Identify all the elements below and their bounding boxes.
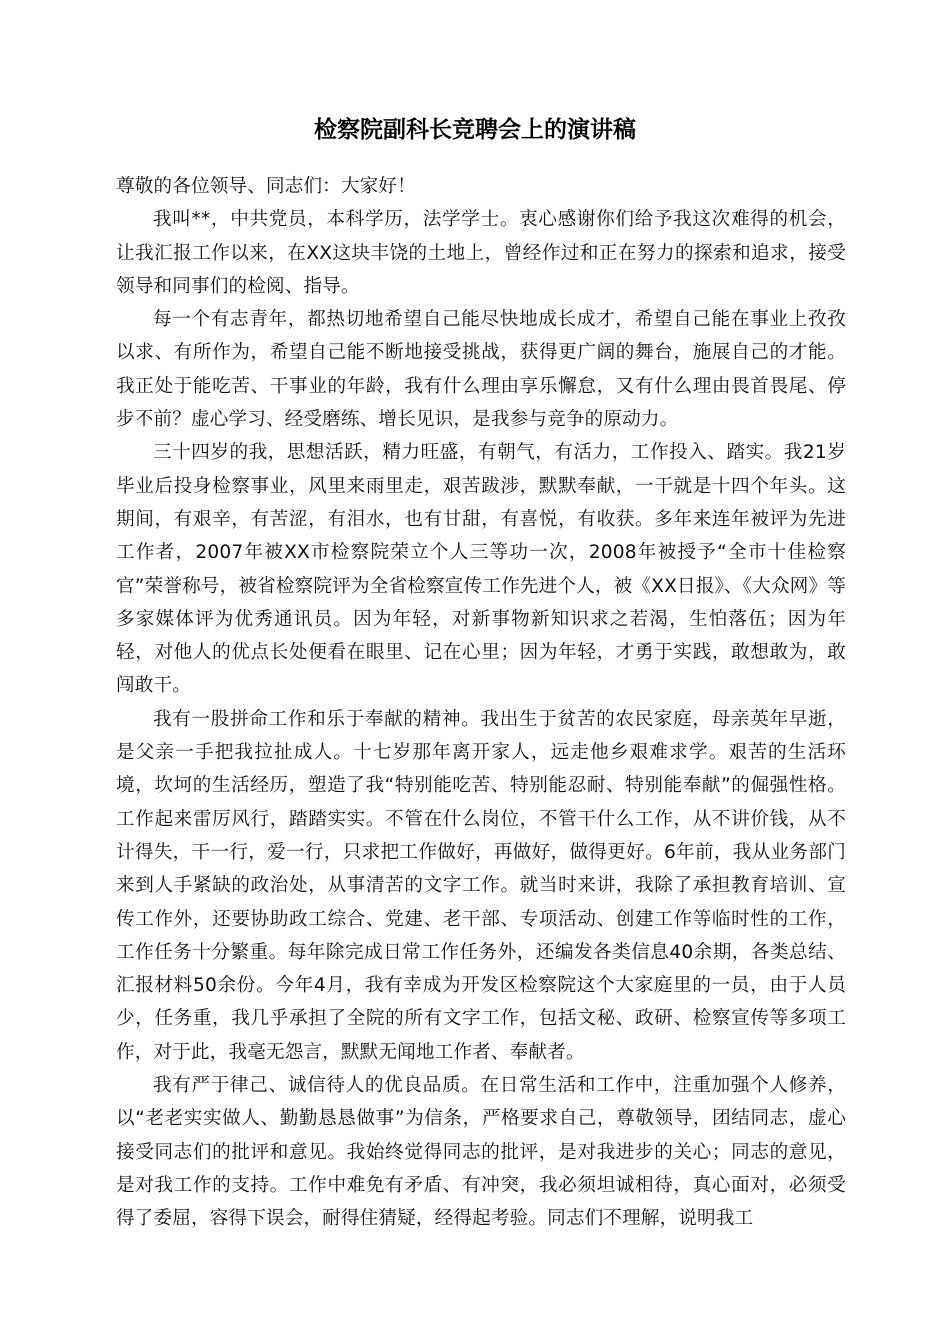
greeting-line: 尊敬的各位领导、同志们：大家好！ [116,176,416,197]
paragraph-character: 我有严于律己、诚信待人的优良品质。在日常生活和工作中，注重加强个人修养，以“老老实实做人、勤勤恳恳做事”为信条，严格要求自己，尊敬领导，团结同志，虚心接受同志们的批评和意见。我始终觉得同志的批评，是对我进步的关心；同志的意见，是对我工作的支持。工作中难免有矛盾、有冲突，我必须坦诚相待，真心面对，必须受得了委屈，容得下误会，耐得住猜疑，经得起考验。同志们不理解，说明我工 [116,1075,846,1230]
paragraph-dedication: 我有一股拼命工作和乐于奉献的精神。我出生于贫苦的农民家庭，母亲英年早逝，是父亲一手把我拉扯成人。十七岁那年离开家人，远走他乡艰难求学。艰苦的生活环境，坎坷的生活经历，塑造了我“特别能吃苦、特别能忍耐、特别能奉献”的倔强性格。工作起来雷厉风行，踏踏实实。不管在什么岗位，不管干什么工作，从不讲价钱，从不计得失，干一行，爱一行，只求把工作做好，再做好，做得更好。6年前，我从业务部门来到人手紧缺的政治处，从事清苦的文字工作。就当时来讲，我除了承担教育培训、宣传工作外，还要协助政工综合、党建、老干部、专项活动、创建工作等临时性的工作，工作任务十分繁重。每年除完成日常工作任务外，还编发各类信息40余期，各类总结、汇报材料50余份。今年4月，我有幸成为开发区检察院这个大家庭里的一员，由于人员少，任务重，我几乎承担了全院的所有文字工作，包括文秘、政研、检察宣传等多项工作，对于此，我毫无怨言，默默无闻地工作者、奉献者。 [116,708,846,1063]
paragraph-motivation: 每一个有志青年，都热切地希望自己能尽快地成长成才，希望自己能在事业上孜孜以求、有所作为，希望自己能不断地接受挑战，获得更广阔的舞台，施展自己的才能。我正处于能吃苦、干事业的年龄，我有什么理由享乐懈怠，又有什么理由畏首畏尾、停步不前？虚心学习、经受磨练、增长见识，是我参与竞争的原动力。 [116,309,846,431]
document-title: 检察院副科长竞聘会上的演讲稿 [314,117,636,143]
paragraph-experience: 三十四岁的我，思想活跃，精力旺盛，有朝气，有活力，工作投入、踏实。我21岁毕业后投身检察事业，风里来雨里走，艰苦跋涉，默默奉献，一干就是十四个年头。这期间，有艰辛，有苦涩，有泪水，也有甘甜，有喜悦，有收获。多年来连年被评为先进工作者，2007年被XX市检察院荣立个人三等功一次，2008年被授予“全市十佳检察官”荣誉称号，被省检察院评为全省检察宣传工作先进个人，被《XX日报》、《大众网》等多家媒体评为优秀通讯员。因为年轻，对新事物新知识求之若渴，生怕落伍；因为年轻，对他人的优点长处便看在眼里、记在心里；因为年轻，才勇于实践，敢想敢为，敢闯敢干。 [116,442,846,697]
document-body [116,170,846,1236]
paragraph-intro: 我叫**，中共党员，本科学历，法学学士。衷心感谢你们给予我这次难得的机会，让我汇报工作以来，在XX这块丰饶的土地上，曾经作过和正在努力的探索和追求，接受领导和同事们的检阅、指导。 [116,209,846,297]
